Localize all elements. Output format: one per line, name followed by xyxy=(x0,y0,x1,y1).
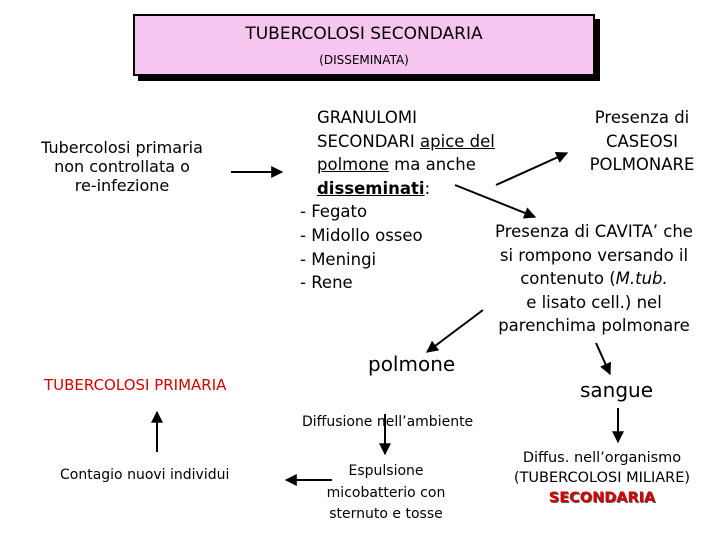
cavita-line-4: e lisato cell.) nel xyxy=(526,292,662,312)
arrow-cavita-to-sangue xyxy=(596,343,610,374)
organ-fegato: - Fegato xyxy=(300,202,368,222)
organismo-line-2: (TUBERCOLOSI MILIARE) xyxy=(513,470,691,486)
primaria-line-2: non controllata o xyxy=(54,157,190,177)
arrow-caseosi-to-cavita xyxy=(455,185,535,217)
primaria-line-3: re-infezione xyxy=(74,176,170,196)
cavita-line-1: Presenza di CAVITA’ che xyxy=(495,222,693,241)
caseosi-line-3: POLMONARE xyxy=(589,155,695,174)
polmone-label: polmone xyxy=(368,352,456,376)
granulomi-apice: apice del xyxy=(420,131,495,151)
granulomi-line-1: GRANULOMI xyxy=(317,108,417,127)
espulsione-line-2: micobatterio con xyxy=(326,484,446,501)
granulomi-ma-anche: ma anche xyxy=(388,155,476,175)
caseosi-line-2: CASEOSI xyxy=(605,131,679,151)
contagio-label: Contagio nuovi individui xyxy=(60,467,230,483)
granulomi-secondari: SECONDARI xyxy=(317,131,421,151)
cavita-mtub: M.tub. xyxy=(615,269,668,289)
diffusione-label: Diffusione nell’ambiente xyxy=(302,414,474,430)
organ-meningi: - Meningi xyxy=(300,249,377,269)
cavita-line-5: parenchima polmonare xyxy=(498,316,690,336)
granulomi-disseminati: disseminati xyxy=(317,178,425,198)
espulsione-line-1: Espulsione xyxy=(348,463,424,479)
cavita-line-2: si rompono versando il xyxy=(499,245,689,265)
diagram-subtitle: (DISSEMINATA) xyxy=(319,53,409,67)
sangue-label: sangue xyxy=(580,378,654,402)
organismo-secondaria: SECONDARIA xyxy=(548,490,656,506)
arrow-granulomi-to-caseosi xyxy=(496,153,567,185)
cavita-contenuto: contenuto ( xyxy=(520,269,616,289)
caseosi-line-1: Presenza di xyxy=(594,108,690,127)
granulomi-colon: : xyxy=(424,178,431,198)
granulomi-polmone: polmone xyxy=(317,155,389,175)
arrow-cavita-to-polmone xyxy=(427,310,483,352)
organ-rene: - Rene xyxy=(300,273,353,293)
diagram-title: TUBERCOLOSI SECONDARIA xyxy=(245,24,483,44)
organ-midollo: - Midollo osseo xyxy=(300,225,423,245)
organismo-line-1: Diffus. nell’organismo xyxy=(522,450,682,466)
tubercolosi-primaria-label: TUBERCOLOSI PRIMARIA xyxy=(44,376,227,394)
espulsione-line-3: sternuto e tosse xyxy=(329,506,443,522)
primaria-line-1: Tubercolosi primaria xyxy=(41,138,203,157)
